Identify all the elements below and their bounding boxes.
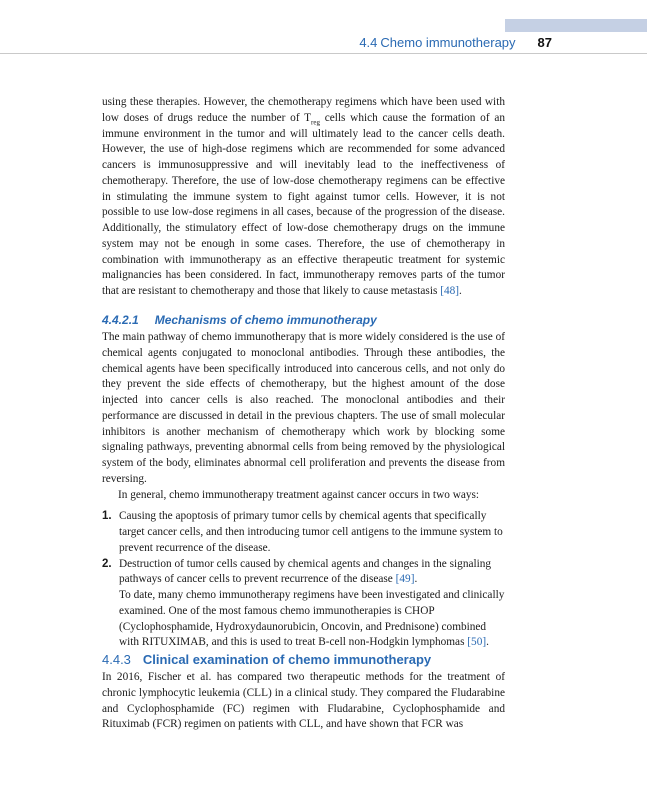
citation-48[interactable]: [48] <box>440 285 460 297</box>
header-section-number: 4.4 <box>359 35 378 50</box>
citation-49[interactable]: [49] <box>395 573 415 586</box>
para1-text-a: using these therapies. However, the chemotherapy regimens which have been used with low doses of drugs reduce the number of T <box>102 96 505 124</box>
list-continuation: To date, many chemo immunotherapy regimens have been investigated and clinically examined. One of the most famous chemo immunotherapies is CHOP (Cyclophosphamide, Hydroxydaunorubicin, Oncovin, and Prednisone) combined with RITUXIMAB, and this is used to treat B-cell non-Hodgkin lymphomas <box>119 589 505 649</box>
running-header <box>0 35 552 50</box>
paragraph-two-ways: In general, chemo immunotherapy treatment against cancer occurs in two ways: <box>118 488 480 501</box>
citation-50[interactable]: [50] <box>467 636 487 649</box>
paragraph-intro: using these therapies. However, the chemotherapy regimens which have been used with low doses of drugs reduce the number of $T_{reg}$ cells which cause the formation of an immune environment in the tumor and will ultimately lead to the cancer cells death. However, the use of high-dose regimens which are recommended for some advanced cancers is immunosuppressive and will inevitably lead to the ineffectiveness of chemotherapy. Therefore, the use of low-dose chemotherapy regimens can be effective in stimulating the immune system to fight against tumor cells. However, it is not possible to use low-dose regimens in all cases, because of the progression of the disease. Additionally, the stimulatory effect of low-dose chemotherapy drugs on the immune system may not be enough in some cases. Therefore, the use of chemotherapy in combination with immunotherapy as an effective therapeutic treatment for systemic malignancies has been considered. In fact, immunotherapy removes parts of the tumor that are resistant to chemotherapy and those that likely to cause metastasis [48]. <box>102 96 505 297</box>
section-title: Mechanisms of chemo immunotherapy <box>154 313 377 327</box>
paragraph-clinical: In 2016, Fischer et al. has compared two therapeutic methods for the treatment of chronic lymphocytic leukemia (CLL) in a clinical study. They compared the Fludarabine and Cyclophosphamide (FC) regimen with Fludarabine, Cyclophosphamide and Rituximab (FCR) regimen on patients with CLL, and have shown that FCR was <box>102 671 505 731</box>
section-heading-4-4-2-1 <box>102 313 377 327</box>
para1-text-b: cells which cause the formation of an immune environment in the tumor and will ultimately lead to the cancer cells death. However, the use of high-dose regimens which are recommended for some advanced cancers is immunosuppressive and will inevitably lead to the ineffectiveness of chemotherapy. Therefore, the use of low-dose chemotherapy regimens can be effective in stimulating the immune system to fight against tumor cells. However, it is not possible to use low-dose regimens in all cases, because of the progression of the disease. Additionally, the stimulatory effect of low-dose chemotherapy drugs on the immune system may not be enough in some cases. Therefore, the use of chemotherapy in combination with immunotherapy as an effective therapeutic treatment for systemic malignancies has been considered. In fact, immunotherapy removes parts of the tumor that are resistant to chemotherapy and those that likely to cause metastasis <box>102 111 505 297</box>
header-color-bar <box>505 19 647 32</box>
section-4-4-2-1-body <box>102 330 505 651</box>
section-number: 4.4.2.1 <box>102 313 139 327</box>
header-rule <box>0 53 647 54</box>
list-item: 1. Causing the apoptosis of primary tumor cells by chemical agents that specifically target cancer cells, and then introducing tumor cell antigens to the immune system to prevent recurrence of the disease. <box>102 510 503 554</box>
section-number: 4.4.3 <box>102 652 131 667</box>
section-title: Clinical examination of chemo immunotherapy <box>142 652 432 667</box>
page-number: 87 <box>537 35 552 50</box>
list-item: 2. Destruction of tumor cells caused by chemical agents and changes in the signaling pathways of cancer cells to prevent recurrence of the disease [49]. To date, many chemo immunotherapy regimens have been investigated and clinically examined. One of the most famous chemo immunotherapies is CHOP (Cyclophosphamide, Hydroxydaunorubicin, Oncovin, and Prednisone) combined with RITUXIMAB, and this is used to treat B-cell non-Hodgkin lymphomas [50]. <box>102 557 505 649</box>
list-marker: 2. <box>102 557 112 570</box>
para1-subscript: reg <box>311 118 320 126</box>
list-marker: 1. <box>102 510 112 523</box>
paragraph-mechanisms: The main pathway of chemo immunotherapy that is more widely considered is the use of chemical agents conjugated to monoclonal antibodies. Through these antibodies, the chemical agents have been specifically introduced into cancerous cells, and not only do they prevent the side effects of chemotherapy, but the highest amount of the dose injected into cancer cells is also reached. The monoclonal antibodies and their performance are discussed in detail in the previous chapters. The use of small molecular inhibitors is another mechanism of chemotherapy which work by blocking some signaling pathways, preventing abnormal cells from being removed by the physiological system of the body, eliminates abnormal cell proliferation and prevents the disease from reversing. <box>102 331 505 485</box>
numbered-list <box>102 509 505 651</box>
header-section-title: Chemo immunotherapy <box>380 35 516 50</box>
section-heading-4-4-3 <box>102 652 431 667</box>
